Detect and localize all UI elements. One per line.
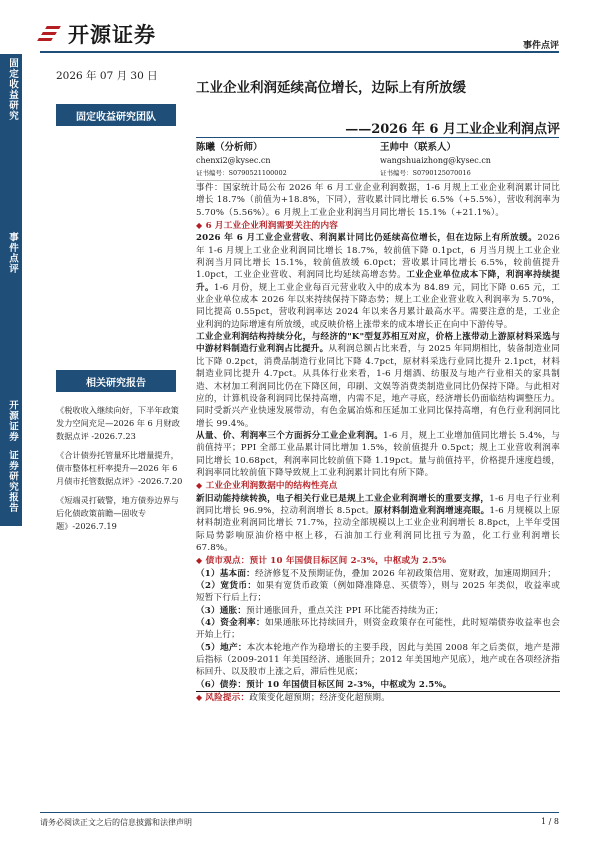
diamond-bullet-icon: ◆ [196,693,203,703]
company-logo [40,20,156,48]
related-research-list [56,404,184,539]
view-label: （4）资金利率： [196,618,265,629]
view-item-2 [196,580,560,605]
paragraph-text: 1-6 月，规上工业增加值同比增长 5.4%，与前值持平；PPI 全部工业品累计同比增加 1.5%，较前值提升 0.5pct；规上工业营收利润率同比增长 10.68pct，利润率同比较前值下降 1.19pct。量与前值持平，价格提升速度趋缓，利润率同比较前值下降导致规上工业利润累计同比有所下降。 [196,430,561,478]
paragraph-text: 1-6 月份，规上工业企业每百元营业收入中的成本为 84.89 元，同比下降 0.65 元，工业企业单位成本 2026 年以来持续保持下降态势；规上工业企业营业收入利润率为 5.70%，同比提高 0.55pct，营收利润率达 2024 年以来各月累计最高水平。需要注意的是，工业企业利润的边际增速有所放缓，或反映价格上涨带来的成本增长正在向中下游传导。 [196,282,560,330]
diamond-bullet-icon: ◆ [196,480,203,491]
section-heading-text: 6 月工业企业利润需要关注的内容 [205,221,339,232]
view-label: （5）地产： [196,642,247,653]
related-research-heading: 相关研究报告 [56,370,176,392]
author-1 [196,141,346,180]
related-link[interactable]: 《短端灵打破警，地方债券边界与后化债政策前瞻—固收专题》-2026.7.19 [56,495,179,531]
footer-divider [40,812,559,813]
view-text: 预计通胀回升，重点关注 PPI 环比能否持续为正； [246,605,444,616]
report-subtitle: ——2026 年 6 月工业企业利润点评 [345,122,560,137]
author-name: 陈曦（分析师） [196,142,263,153]
view-text: 如果通胀环比持续回升，则资金政策存在可能性，此时短端债券收益率也会开始上行； [196,618,560,641]
header-divider [40,51,559,53]
bold-lead: 新旧动能持续转换，电子相关行业已是规上工业企业利润增长的重要支撑， [196,493,490,504]
view-text: 本次本轮地产作为稳增长的主要手段，因此与美国 2008 年之后类似，地产是滞后指标（2009-2011 年美国经济、通胀回升；2012 年美国地产见底），地产或在各项经济指标回升、以及股市上涨之后，滞后性见底； [196,642,560,678]
paragraph-structure [196,331,560,430]
logo-mark-icon [40,23,62,45]
section-heading-2 [196,479,560,492]
view-item-4 [196,617,560,642]
sidebar-label-company: 开源证券 [7,400,18,442]
logo-text: 开源证券 [68,23,156,47]
paragraph-text: 2026 年 1-6 月规上工业企业利润同比增长 18.7%，较前值下降 0.1pct，6 月当月规上工业企业利润当月同比增长 15.1%，较前值放缓 6.0pct；营收累计同比增长 6.5%，较前值提升 1.0pct，工业企业营收、利润同比均延续高增态势。 [196,233,560,281]
view-item-3 [196,605,560,617]
author-divider [196,180,559,181]
bold-lead: 从量、价、利润率三个方面拆分工业企业利润。 [196,430,384,441]
view-label: （6）债券： [196,679,247,690]
bold-lead: 工业企业单位成本下降，利润率持续提升。 [196,270,560,293]
sidebar-label-report: 证券研究报告 [7,450,18,513]
risk-label: 风险提示： [205,693,250,704]
subtitle-divider [196,137,559,138]
view-item-5 [196,642,560,679]
section-heading-1 [196,219,560,232]
section-heading-3 [196,554,560,567]
report-title: 工业企业利润延续高位增长，边际上有所放缓 [196,80,466,96]
author-email[interactable]: wangshuaizhong@kysec.cn [380,156,491,165]
bold-lead: 工业企业利润结构持续分化，与经济的"K"型复苏相互对应，价格上涨带动上游原材料采选与中游材料制造行业利润占比提升。 [196,332,560,355]
event-paragraph: 事件：国家统计局公布 2026 年 6 月工业企业利润数据，1-6 月规上工业企业利润累计同比增长 18.7%（前值为+18.8%，下同），营收累计同比增长 6.5%（+5.5%），营收利润率为 5.70%（5.56%）。6 月规上工业企业利润当月同比增长 15.1%（+21.1%）。 [196,183,560,218]
view-label: （3）通胀： [196,605,247,616]
paragraph-growth [196,232,560,331]
view-text: 经济修复不及预期证伪，叠加 2026 年初政策信用、宽财政，加速周期回升； [254,568,557,579]
section-heading-text: 债市观点：预计 10 年国债目标区间 2-3%，中枢或为 2.5% [205,556,447,567]
diamond-bullet-icon: ◆ [196,220,203,231]
author-cert: 证书编号：S0790521100002 [196,169,287,177]
footer-disclaimer: 请务必阅读正文之后的信息披露和法律声明 [40,818,192,827]
author-cert: 证书编号：S0790125070016 [380,169,471,177]
view-label: （2）宽货币： [196,581,257,591]
view-text: 预计 10 年国债目标区间 2-3%，中枢或为 2.5%。 [246,679,452,690]
related-link[interactable]: 《合计债券托管量环比增量提升，债市整体杠杆率提升—2026 年 6 月债市托管数据点评》-2026.7.20 [56,450,183,486]
paragraph-text: 1-6 月规模以上原材料制造业利润同比增长 71.7%，拉动全部规模以上工业企业利润增长 8.8pct，上半年受国际局势影响原油价格中枢上移，石油加工行业利润同比扭亏为盈，化工行业利润增长 67.8%。 [196,505,561,553]
view-label: （1）基本面： [196,568,255,579]
team-badge: 固定收益研究团队 [56,104,176,126]
diamond-bullet-icon: ◆ [196,555,203,566]
bold-lead: 原材料制造业利润增速亮眼。 [374,505,490,516]
paragraph-text: 从利润总额占比来看，与 2025 年同期相比，装备制造业同比下降 0.2pct，消费品制造行业同比下降 4.7pct，原材料采选行业同比提升 2.1pct，材料制造业同比提升 4.7pct。从具体行业来看，1-6 月烟酒、纺服及与地产行业相关的家具制造、木材加工利润同比仍在下降区间，印刷、文娱等消费类制造业同比仍保持下降。与此相对应的，计算机设备利润同比保持高增，内需不足，地产寻底，经济增长仍面临结构调整压力。同时受新兴产业快速发展带动，有色金属冶炼和压延加工业同比保持高增，有色行业利润同比增长 99.4%。 [196,344,560,429]
document-type: 事件点评 [522,41,559,51]
sidebar-label-research: 固定收益研究 [7,58,18,121]
view-item-1 [196,568,560,580]
paragraph-highlights [196,493,560,555]
bold-lead: 2026 年 6 月工业企业营收、利润累计同比仍延续高位增长，但在边际上有所放缓。 [196,233,538,244]
report-body [196,182,560,704]
paragraph-decompose [196,430,560,479]
author-email[interactable]: chenxi2@kysec.cn [196,156,271,165]
sidebar-label-event: 事件点评 [7,232,18,274]
related-link[interactable]: 《税收收入继续向好，下半年政策发力空间充足—2026 年 6 月财政数据点评 -2026.7.23 [56,405,180,441]
view-text: 如果有宽货币政策（例如降准降息、买债等），则与 2025 年类似，收益率或短暂下行后上行； [196,581,560,604]
section-heading-text: 工业企业利润数据中的结构性亮点 [205,481,338,492]
page-number: 1 / 8 [541,817,559,826]
author-2 [380,141,540,180]
view-item-6 [196,679,560,692]
risk-text: 政策变化超预期；经济变化超预期。 [249,693,390,704]
author-name: 王帅中（联系人） [380,142,457,153]
report-date: 2026 年 07 月 30 日 [56,70,158,82]
paragraph-text: 1-6 月电子行业利润同比增长 96.9%，拉动利润增长 8.5pct。 [196,493,560,516]
risk-warning [196,692,560,704]
